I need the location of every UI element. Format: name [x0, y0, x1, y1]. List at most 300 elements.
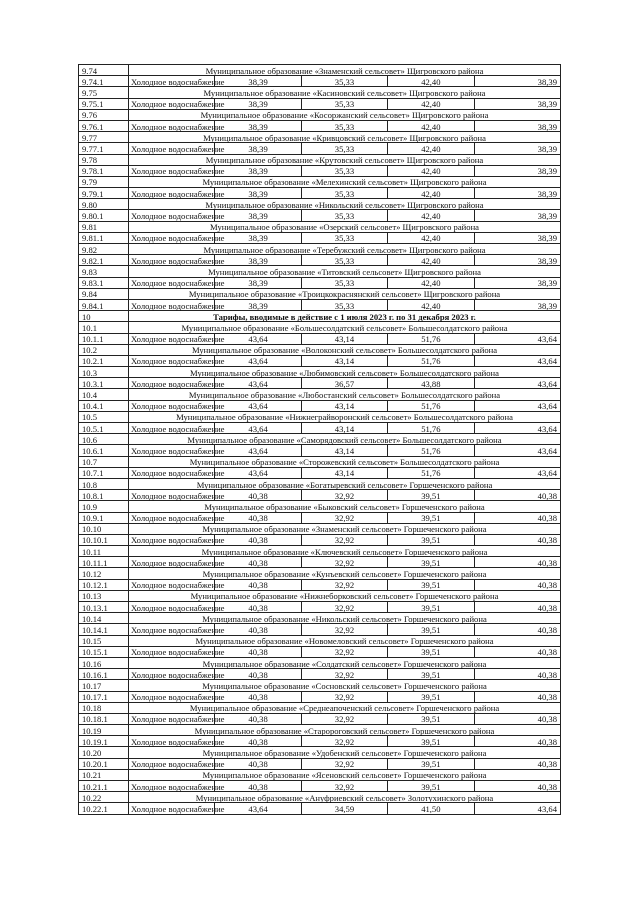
tariff-row: [79, 803, 561, 814]
tariff-value-3: 39,51: [388, 758, 474, 769]
row-number: 10.20.1: [79, 758, 129, 769]
row-number: 9.76: [79, 109, 129, 120]
service-name: Холодное водоснабжение: [129, 188, 215, 199]
tariff-value-2: 35,33: [301, 165, 387, 176]
municipality-title: Муниципальное образование «Любостанский сельсовет» Большесолдатского района: [129, 389, 561, 400]
tariff-value-4: 43,64: [474, 378, 560, 389]
tariff-value-2: 35,33: [301, 188, 387, 199]
row-number: 10.1: [79, 322, 129, 333]
tariff-value-2: 32,92: [301, 602, 387, 613]
row-number: 10: [79, 311, 129, 322]
municipality-row: [79, 546, 561, 557]
tariff-value-4: 43,64: [474, 400, 560, 411]
tariff-value-1: 40,38: [215, 579, 301, 590]
service-name: Холодное водоснабжение: [129, 378, 215, 389]
tariff-value-3: 42,40: [388, 210, 474, 221]
service-name: Холодное водоснабжение: [129, 602, 215, 613]
tariff-value-2: 35,33: [301, 76, 387, 87]
service-name: Холодное водоснабжение: [129, 736, 215, 747]
municipality-title: Муниципальное образование «Нижнеборковский сельсовет» Горшеченского района: [129, 590, 561, 601]
row-number: 10.21.1: [79, 781, 129, 792]
municipality-row: [79, 389, 561, 400]
tariff-value-2: 32,92: [301, 736, 387, 747]
tariff-value-1: 43,64: [215, 803, 301, 814]
tariff-value-2: 35,33: [301, 210, 387, 221]
tariff-value-2: 32,92: [301, 579, 387, 590]
municipality-title: Муниципальное образование «Никольский сельсовет» Щигровского района: [129, 199, 561, 210]
municipality-row: [79, 702, 561, 713]
row-number: 10.3: [79, 367, 129, 378]
municipality-title: Муниципальное образование «Большесолдатский сельсовет» Большесолдатского района: [129, 322, 561, 333]
municipality-row: [79, 725, 561, 736]
tariff-value-4: 43,64: [474, 423, 560, 434]
row-number: 9.81.1: [79, 232, 129, 243]
municipality-row: [79, 747, 561, 758]
municipality-row: [79, 154, 561, 165]
row-number: 10.1.1: [79, 333, 129, 344]
tariff-row: [79, 736, 561, 747]
tariff-value-2: 32,92: [301, 713, 387, 724]
municipality-title: Муниципальное образование «Саморядовский сельсовет» Большесолдатского района: [129, 434, 561, 445]
row-number: 9.74: [79, 65, 129, 76]
tariff-value-3: 42,40: [388, 120, 474, 131]
row-number: 10.18.1: [79, 713, 129, 724]
tariff-value-3: 51,76: [388, 355, 474, 366]
row-number: 10.2.1: [79, 355, 129, 366]
tariff-value-2: 32,92: [301, 624, 387, 635]
tariff-row: [79, 98, 561, 109]
tariff-value-1: 40,38: [215, 602, 301, 613]
tariff-row: [79, 758, 561, 769]
municipality-title: Муниципальное образование «Удобенский сельсовет» Горшеченского района: [129, 747, 561, 758]
tariff-row: [79, 691, 561, 702]
municipality-title: Муниципальное образование «Никольский сельсовет» Горшеченского района: [129, 613, 561, 624]
municipality-title: Муниципальное образование «Солдатский сельсовет» Горшеченского района: [129, 657, 561, 668]
service-name: Холодное водоснабжение: [129, 467, 215, 478]
tariff-value-4: 38,39: [474, 143, 560, 154]
tariff-value-2: 32,92: [301, 781, 387, 792]
tariff-value-2: 32,92: [301, 512, 387, 523]
tariff-value-1: 38,39: [215, 299, 301, 310]
tariff-value-4: 40,38: [474, 781, 560, 792]
tariff-value-3: 39,51: [388, 534, 474, 545]
tariff-value-2: 35,33: [301, 143, 387, 154]
service-name: Холодное водоснабжение: [129, 423, 215, 434]
municipality-title: Муниципальное образование «Нижнеграйворонский сельсовет» Большесолдатского района: [129, 411, 561, 422]
municipality-row: [79, 344, 561, 355]
municipality-row: [79, 792, 561, 803]
tariff-value-2: 35,33: [301, 255, 387, 266]
tariff-row: [79, 445, 561, 456]
service-name: Холодное водоснабжение: [129, 355, 215, 366]
municipality-row: [79, 613, 561, 624]
municipality-row: [79, 109, 561, 120]
municipality-row: [79, 635, 561, 646]
service-name: Холодное водоснабжение: [129, 255, 215, 266]
tariff-value-4: 40,38: [474, 713, 560, 724]
tariff-value-3: 42,40: [388, 277, 474, 288]
row-number: 10.5.1: [79, 423, 129, 434]
row-number: 9.75.1: [79, 98, 129, 109]
row-number: 10.10: [79, 523, 129, 534]
tariff-value-3: 41,50: [388, 803, 474, 814]
tariff-row: [79, 76, 561, 87]
row-number: 10.20: [79, 747, 129, 758]
row-number: 10.3.1: [79, 378, 129, 389]
tariff-value-4: 43,64: [474, 445, 560, 456]
tariff-row: [79, 299, 561, 310]
tariff-value-1: 40,38: [215, 512, 301, 523]
tariff-value-1: 38,39: [215, 165, 301, 176]
row-number: 10.12.1: [79, 579, 129, 590]
row-number: 10.7.1: [79, 467, 129, 478]
municipality-row: [79, 288, 561, 299]
service-name: Холодное водоснабжение: [129, 165, 215, 176]
tariff-value-1: 38,39: [215, 277, 301, 288]
tariff-value-3: 39,51: [388, 602, 474, 613]
tariff-value-1: 40,38: [215, 646, 301, 657]
municipality-row: [79, 434, 561, 445]
tariff-value-3: 39,51: [388, 579, 474, 590]
service-name: Холодное водоснабжение: [129, 781, 215, 792]
municipality-row: [79, 322, 561, 333]
tariff-value-3: 42,40: [388, 255, 474, 266]
tariff-row: [79, 624, 561, 635]
tariff-value-4: 43,64: [474, 355, 560, 366]
municipality-title: Муниципальное образование «Ясеновский сельсовет» Горшеченского района: [129, 769, 561, 780]
row-number: 9.78: [79, 154, 129, 165]
tariff-value-1: 40,38: [215, 624, 301, 635]
tariff-value-1: 40,38: [215, 534, 301, 545]
municipality-row: [79, 523, 561, 534]
municipality-row: [79, 769, 561, 780]
tariff-value-2: 35,33: [301, 277, 387, 288]
municipality-title: Муниципальное образование «Косоржанский сельсовет» Щигровского района: [129, 109, 561, 120]
tariff-value-3: 39,51: [388, 646, 474, 657]
row-number: 10.11.1: [79, 557, 129, 568]
tariff-table-body: [79, 65, 561, 815]
row-number: 10.4.1: [79, 400, 129, 411]
municipality-title: Муниципальное образование «Любимовский сельсовет» Большесолдатского района: [129, 367, 561, 378]
row-number: 10.12: [79, 568, 129, 579]
tariff-row: [79, 534, 561, 545]
service-name: Холодное водоснабжение: [129, 624, 215, 635]
tariff-value-4: 38,39: [474, 232, 560, 243]
tariff-value-3: 39,51: [388, 624, 474, 635]
tariff-value-4: 38,39: [474, 120, 560, 131]
service-name: Холодное водоснабжение: [129, 646, 215, 657]
municipality-row: [79, 680, 561, 691]
tariff-row: [79, 512, 561, 523]
tariff-value-2: 35,33: [301, 299, 387, 310]
tariff-row: [79, 188, 561, 199]
service-name: Холодное водоснабжение: [129, 333, 215, 344]
service-name: Холодное водоснабжение: [129, 400, 215, 411]
tariff-value-2: 43,14: [301, 333, 387, 344]
tariff-value-3: 51,76: [388, 400, 474, 411]
tariff-value-3: 39,51: [388, 557, 474, 568]
tariff-value-4: 38,39: [474, 255, 560, 266]
tariff-value-4: 43,64: [474, 333, 560, 344]
tariff-table: [78, 64, 561, 815]
municipality-title: Муниципальное образование «Троицкокраснянский сельсовет» Щигровского района: [129, 288, 561, 299]
municipality-title: Муниципальное образование «Кривцовский сельсовет» Щигровского района: [129, 132, 561, 143]
tariff-value-1: 43,64: [215, 378, 301, 389]
row-number: 9.83.1: [79, 277, 129, 288]
row-number: 10.13.1: [79, 602, 129, 613]
tariff-value-2: 35,33: [301, 98, 387, 109]
tariff-row: [79, 277, 561, 288]
row-number: 9.77: [79, 132, 129, 143]
tariff-value-2: 32,92: [301, 669, 387, 680]
municipality-row: [79, 221, 561, 232]
tariff-value-2: 43,14: [301, 467, 387, 478]
tariff-row: [79, 120, 561, 131]
municipality-title: Муниципальное образование «Касиновский сельсовет» Щигровского района: [129, 87, 561, 98]
tariff-row: [79, 669, 561, 680]
service-name: Холодное водоснабжение: [129, 669, 215, 680]
row-number: 9.82: [79, 244, 129, 255]
tariff-value-1: 38,39: [215, 188, 301, 199]
tariff-value-3: 39,51: [388, 736, 474, 747]
municipality-row: [79, 590, 561, 601]
municipality-title: Муниципальное образование «Титовский сельсовет» Щигровского района: [129, 266, 561, 277]
tariff-value-4: 38,39: [474, 210, 560, 221]
tariff-value-4: 38,39: [474, 98, 560, 109]
municipality-row: [79, 132, 561, 143]
row-number: 10.7: [79, 456, 129, 467]
row-number: 9.82.1: [79, 255, 129, 266]
tariff-value-3: 51,76: [388, 467, 474, 478]
municipality-title: Муниципальное образование «Знаменский сельсовет» Щигровского района: [129, 65, 561, 76]
tariff-value-3: 42,40: [388, 98, 474, 109]
municipality-row: [79, 568, 561, 579]
tariff-row: [79, 423, 561, 434]
tariff-value-2: 43,14: [301, 423, 387, 434]
service-name: Холодное водоснабжение: [129, 713, 215, 724]
municipality-title: Муниципальное образование «Сосновский сельсовет» Горшеченского района: [129, 680, 561, 691]
tariff-value-4: 40,38: [474, 624, 560, 635]
municipality-title: Муниципальное образование «Мелехинский сельсовет» Щигровского района: [129, 176, 561, 187]
municipality-row: [79, 199, 561, 210]
tariff-value-1: 38,39: [215, 120, 301, 131]
tariff-value-3: 39,51: [388, 691, 474, 702]
tariff-value-1: 40,38: [215, 557, 301, 568]
tariff-row: [79, 355, 561, 366]
tariff-value-1: 43,64: [215, 333, 301, 344]
tariff-row: [79, 143, 561, 154]
tariff-row: [79, 210, 561, 221]
row-number: 10.4: [79, 389, 129, 400]
tariff-value-4: 40,38: [474, 512, 560, 523]
tariff-value-1: 43,64: [215, 355, 301, 366]
tariff-value-3: 39,51: [388, 669, 474, 680]
row-number: 10.14.1: [79, 624, 129, 635]
tariff-value-4: 40,38: [474, 602, 560, 613]
municipality-title: Муниципальное образование «Знаменский сельсовет» Горшеченского района: [129, 523, 561, 534]
municipality-row: [79, 501, 561, 512]
service-name: Холодное водоснабжение: [129, 534, 215, 545]
municipality-title: Муниципальное образование «Ключевский сельсовет» Горшеченского района: [129, 546, 561, 557]
tariff-row: [79, 400, 561, 411]
row-number: 10.19.1: [79, 736, 129, 747]
tariff-value-1: 38,39: [215, 143, 301, 154]
tariff-row: [79, 490, 561, 501]
tariff-value-4: 40,38: [474, 758, 560, 769]
tariff-value-3: 42,40: [388, 232, 474, 243]
municipality-row: [79, 266, 561, 277]
tariff-value-1: 40,38: [215, 758, 301, 769]
row-number: 9.77.1: [79, 143, 129, 154]
municipality-title: Муниципальное образование «Быковский сельсовет» Горшеченского района: [129, 501, 561, 512]
row-number: 10.6: [79, 434, 129, 445]
tariff-value-1: 43,64: [215, 423, 301, 434]
tariff-value-1: 38,39: [215, 232, 301, 243]
tariff-value-4: 38,39: [474, 188, 560, 199]
row-number: 10.15.1: [79, 646, 129, 657]
tariff-value-3: 42,40: [388, 143, 474, 154]
row-number: 10.8.1: [79, 490, 129, 501]
municipality-row: [79, 244, 561, 255]
service-name: Холодное водоснабжение: [129, 143, 215, 154]
row-number: 9.78.1: [79, 165, 129, 176]
row-number: 10.16: [79, 657, 129, 668]
row-number: 10.2: [79, 344, 129, 355]
service-name: Холодное водоснабжение: [129, 277, 215, 288]
tariff-value-1: 40,38: [215, 490, 301, 501]
tariff-row: [79, 557, 561, 568]
tariff-value-3: 51,76: [388, 423, 474, 434]
tariff-row: [79, 165, 561, 176]
tariff-value-3: 51,76: [388, 333, 474, 344]
row-number: 9.76.1: [79, 120, 129, 131]
tariff-value-2: 36,57: [301, 378, 387, 389]
service-name: Холодное водоснабжение: [129, 579, 215, 590]
municipality-row: [79, 657, 561, 668]
municipality-row: [79, 87, 561, 98]
row-number: 10.18: [79, 702, 129, 713]
municipality-row: [79, 456, 561, 467]
tariff-value-4: 40,38: [474, 557, 560, 568]
tariff-row: [79, 467, 561, 478]
service-name: Холодное водоснабжение: [129, 803, 215, 814]
tariff-value-4: 43,64: [474, 467, 560, 478]
service-name: Холодное водоснабжение: [129, 98, 215, 109]
tariff-value-4: 40,38: [474, 490, 560, 501]
row-number: 10.10.1: [79, 534, 129, 545]
tariff-value-1: 43,64: [215, 467, 301, 478]
tariff-value-2: 43,14: [301, 355, 387, 366]
tariff-value-4: 40,38: [474, 534, 560, 545]
tariff-value-1: 43,64: [215, 445, 301, 456]
tariff-row: [79, 255, 561, 266]
tariff-value-1: 38,39: [215, 76, 301, 87]
tariff-document: [78, 64, 561, 815]
municipality-title: Муниципальное образование «Теребужский сельсовет» Щигровского района: [129, 244, 561, 255]
row-number: 10.13: [79, 590, 129, 601]
tariff-row: [79, 232, 561, 243]
tariff-row: [79, 781, 561, 792]
tariff-value-3: 39,51: [388, 781, 474, 792]
municipality-title: Муниципальное образование «Ануфриевский сельсовет» Золотухинского района: [129, 792, 561, 803]
tariff-value-2: 32,92: [301, 490, 387, 501]
tariff-value-3: 42,40: [388, 76, 474, 87]
municipality-title: Муниципальное образование «Среднеапоченский сельсовет» Горшеченского района: [129, 702, 561, 713]
tariff-value-2: 32,92: [301, 691, 387, 702]
municipality-title: Муниципальное образование «Озерский сельсовет» Щигровского района: [129, 221, 561, 232]
tariff-value-3: 39,51: [388, 713, 474, 724]
municipality-title: Муниципальное образование «Волоконский сельсовет» Большесолдатского района: [129, 344, 561, 355]
tariff-value-3: 42,40: [388, 188, 474, 199]
row-number: 9.79: [79, 176, 129, 187]
tariff-value-3: 42,40: [388, 299, 474, 310]
tariff-value-1: 38,39: [215, 255, 301, 266]
tariff-row: [79, 602, 561, 613]
municipality-row: [79, 367, 561, 378]
tariff-value-1: 40,38: [215, 781, 301, 792]
municipality-title: Муниципальное образование «Старороговский сельсовет» Горшеченского района: [129, 725, 561, 736]
tariff-value-4: 40,38: [474, 579, 560, 590]
tariff-value-3: 43,88: [388, 378, 474, 389]
row-number: 9.75: [79, 87, 129, 98]
tariff-value-4: 40,38: [474, 646, 560, 657]
service-name: Холодное водоснабжение: [129, 758, 215, 769]
row-number: 10.19: [79, 725, 129, 736]
tariff-value-2: 32,92: [301, 557, 387, 568]
row-number: 10.14: [79, 613, 129, 624]
row-number: 9.83: [79, 266, 129, 277]
row-number: 10.8: [79, 478, 129, 489]
tariff-row: [79, 646, 561, 657]
tariff-value-1: 40,38: [215, 691, 301, 702]
tariff-value-2: 43,14: [301, 400, 387, 411]
tariff-value-3: 39,51: [388, 512, 474, 523]
tariff-value-1: 43,64: [215, 400, 301, 411]
service-name: Холодное водоснабжение: [129, 210, 215, 221]
service-name: Холодное водоснабжение: [129, 76, 215, 87]
municipality-title: Муниципальное образование «Кунъевский сельсовет» Горшеченского района: [129, 568, 561, 579]
municipality-row: [79, 411, 561, 422]
tariff-value-2: 35,33: [301, 120, 387, 131]
tariff-value-4: 40,38: [474, 669, 560, 680]
tariff-value-4: 40,38: [474, 736, 560, 747]
service-name: Холодное водоснабжение: [129, 445, 215, 456]
tariff-value-2: 32,92: [301, 646, 387, 657]
section-header-row: [79, 311, 561, 322]
tariff-row: [79, 378, 561, 389]
tariff-row: [79, 579, 561, 590]
row-number: 9.80.1: [79, 210, 129, 221]
row-number: 9.79.1: [79, 188, 129, 199]
tariff-value-4: 40,38: [474, 691, 560, 702]
municipality-title: Муниципальное образование «Новомеловский сельсовет» Горшеченского района: [129, 635, 561, 646]
tariff-value-2: 34,59: [301, 803, 387, 814]
row-number: 10.6.1: [79, 445, 129, 456]
row-number: 10.22.1: [79, 803, 129, 814]
tariff-value-2: 32,92: [301, 534, 387, 545]
row-number: 10.15: [79, 635, 129, 646]
tariff-value-1: 40,38: [215, 669, 301, 680]
row-number: 10.16.1: [79, 669, 129, 680]
tariff-value-1: 40,38: [215, 713, 301, 724]
row-number: 10.17: [79, 680, 129, 691]
tariff-value-2: 32,92: [301, 758, 387, 769]
tariff-value-1: 38,39: [215, 210, 301, 221]
tariff-value-3: 39,51: [388, 490, 474, 501]
tariff-value-4: 38,39: [474, 299, 560, 310]
row-number: 10.17.1: [79, 691, 129, 702]
service-name: Холодное водоснабжение: [129, 557, 215, 568]
